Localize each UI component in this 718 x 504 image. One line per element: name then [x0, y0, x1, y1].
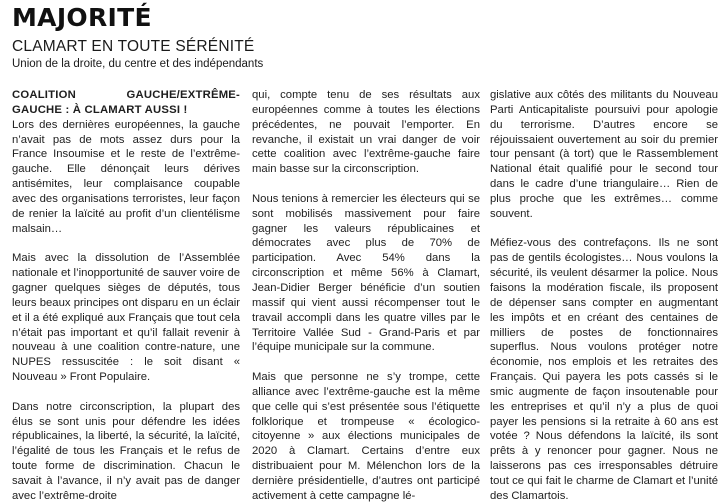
masthead	[12, 3, 263, 71]
group-subtitle: CLAMART EN TOUTE SÉRÉNITÉ	[12, 38, 255, 55]
paragraph: Méfiez-vous des contrefaçons. Ils ne sont pas de gentils écologistes… Nous voulons la sécurité, ils veulent désarmer la police. Nous faisons la modération fiscale, ils proposent de dépenser sans compter en augmentant les impôts et en créant des centaines de milliers de postes de fonctionnaires superflus. Nous voulons protéger notre économie, nos emplois et les retraites des Français. Qui payera les pots cassés si le smic augmente de façon insoutenable pour les entreprises et qu’il n’y a plus de quoi payer les pensions si la retraite à 60 ans est votée ? Nous défendons la laïcité, ils sont prêts à y renoncer pour gagner. Nous ne laisserons pas ces irresponsables détruire tout ce qui fait le charme de Clamart et l’unité des Clamartois.	[490, 237, 718, 502]
paragraph: qui, compte tenu de ses résultats aux européennes comme à toutes les élections précédentes, ne pouvait l’emporter. En revanche, il existait un vrai danger de voir cette coalition avec l’extrême-gauche faire main basse sur la circonscription.	[252, 89, 480, 176]
paragraph: Lors des dernières européennes, la gauche n’avait pas de mots assez durs pour la France Insoumise et le reste de l’extrême-gauche. Elle dénonçait leurs dérives antisémites, leur complaisance coupable avec des organisations terroristes, leur façon de renier la laïcité au profit d’un clientélisme malsain…	[12, 118, 240, 235]
paragraph: Dans notre circonscription, la plupart des élus se sont unis pour défendre les idées républicaines, la liberté, la sécurité, la laïcité, l’égalité de tous les Français et le refus de toute forme de discrimination. Chacun le savait à l’avance, il n’y avait pas de danger avec l’extrême-droite	[12, 400, 240, 502]
column-3	[490, 88, 718, 502]
group-tagline: Union de la droite, du centre et des indépendants	[12, 58, 264, 70]
paragraph: gislative aux côtés des militants du Nouveau Parti Anticapitaliste poursuivi pour apologie du terrorisme. D’autres encore se réjouissaient ouvertement au soir du premier tour pensant (à tort) que le Rassemblement National était qualifié pour le second tour dans le cadre d’une triangulaire… Rien de plus proche que les extrêmes… comme souvent.	[490, 89, 718, 220]
column-2	[252, 88, 480, 502]
column-1	[12, 88, 240, 502]
paragraph: Mais avec la dissolution de l’Assemblée nationale et l’inopportunité de sauver voire de gagner quelques sièges de députés, tous leurs beaux principes ont disparu en un éclair et il a été expliqué aux Français que tout cela n’était pas important et qu’il fallait revenir à nouveau à une coalition contre-nature, une NUPES ressuscitée : le soit disant « Nouveau » Front Populaire.	[12, 252, 240, 384]
paragraph: Mais que personne ne s’y trompe, cette alliance avec l’extrême-gauche est la même que celle qui s’est présentée sous l’étiquette folklorique et trompeuse « écologico-citoyenne » aux élections municipales de 2020 à Clamart. Certains d’entre eux distribuaient pour M. Mélenchon lors de la dernière présidentielle, d’autres ont participé activement à cette campagne lé-	[252, 371, 480, 502]
group-title: MAJORITÉ	[12, 3, 152, 32]
paragraph: Nous tenions à remercier les électeurs qui se sont mobilisés massivement pour faire gagner les valeurs républicaines et démocrates avec plus de 70% de participation. Avec 54% dans la circonscription et même 56% à Clamart, Jean-Didier Berger bénéficie d’un soutien massif qui vient aussi récompenser tout le travail accompli dans les quatre villes par le Territoire Vallée Sud - Grand-Paris et par l’équipe municipale sur la commune.	[252, 192, 480, 354]
article-headline: COALITION GAUCHE/EXTRÊME-GAUCHE : À CLAMART AUSSI !	[12, 89, 240, 116]
